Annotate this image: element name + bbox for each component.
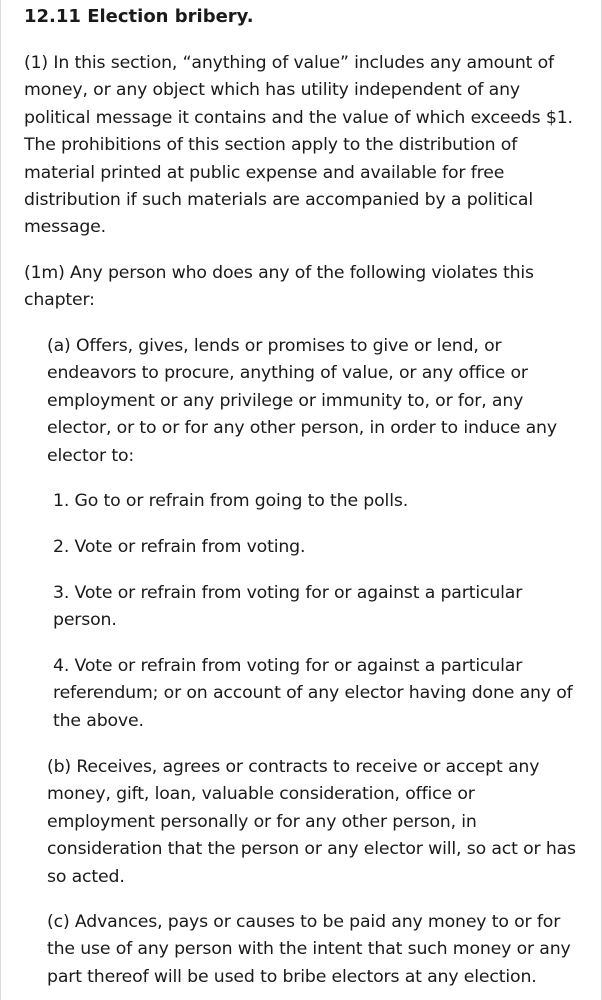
paragraph-a: (a) Offers, gives, lends or promises to give or lend, or endeavors to procure, anything of value, or any office or employment or any privilege or immunity to, or for, any elector, or to or for any other person, in order to induce any elector to:: [47, 336, 557, 466]
subdivision-3: 3. Vote or refrain from voting for or against a particular person.: [53, 583, 523, 631]
subdivision-2: 2. Vote or refrain from voting.: [53, 537, 306, 557]
subdivision-4: 4. Vote or refrain from voting for or against a particular referendum; or on account of any elector having done any of the above.: [53, 656, 573, 731]
paragraph-b: (b) Receives, agrees or contracts to receive or accept any money, gift, loan, valuable consideration, office or employment personally or for any other person, in consideration that the person or any elector will, so act or has so acted.: [47, 757, 576, 887]
subsection-1: (1) In this section, “anything of value” includes any amount of money, or any object which has utility independent of any political message it contains and the value of which exceeds $1. The prohibitions of this section apply to the distribution of material printed at public expense and available for free distribution if such materials are accompanied by a political message.: [24, 53, 573, 238]
subsection-1m: (1m) Any person who does any of the following violates this chapter:: [24, 263, 534, 311]
section-title: 12.11 Election bribery.: [24, 6, 254, 27]
subdivision-1: 1. Go to or refrain from going to the polls.: [53, 491, 409, 511]
paragraph-c: (c) Advances, pays or causes to be paid any money to or for the use of any person with the intent that such money or any part thereof will be used to bribe electors at any election.: [47, 912, 571, 987]
